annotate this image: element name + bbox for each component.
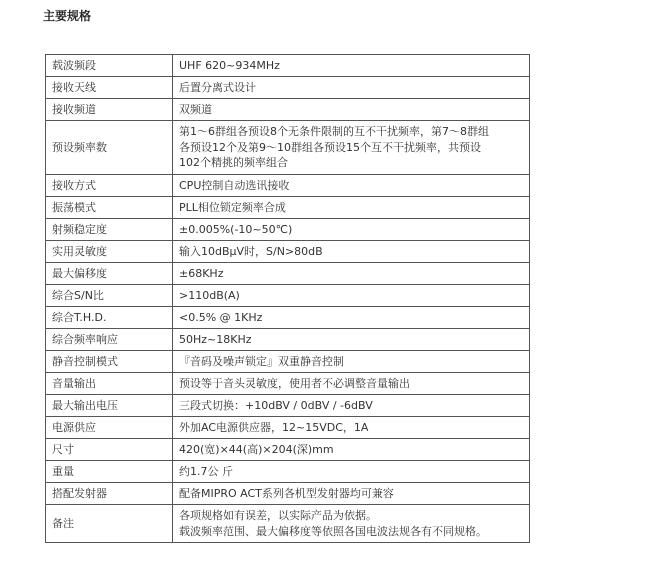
spec-label: 综合T.H.D. [46, 307, 173, 329]
spec-row [46, 505, 530, 543]
spec-value-line: PLL相位锁定频率合成 [179, 200, 286, 214]
spec-value [173, 483, 530, 505]
spec-value [173, 461, 530, 483]
spec-label: 电源供应 [46, 417, 173, 439]
spec-row [46, 351, 530, 373]
spec-label: 预设频率数 [46, 121, 173, 175]
spec-value [173, 417, 530, 439]
spec-row [46, 439, 530, 461]
spec-row [46, 77, 530, 99]
spec-row [46, 121, 530, 175]
spec-value-line: 50Hz~18KHz [179, 332, 252, 346]
spec-value [173, 99, 530, 121]
spec-value [173, 329, 530, 351]
spec-row [46, 417, 530, 439]
spec-value-line: 约1.7公 斤 [179, 464, 233, 478]
spec-row [46, 461, 530, 483]
spec-value [173, 197, 530, 219]
spec-label: 搭配发射器 [46, 483, 173, 505]
spec-value [173, 395, 530, 417]
spec-row [46, 329, 530, 351]
spec-value-line: 102个精挑的频率组合 [179, 156, 288, 170]
spec-row [46, 395, 530, 417]
spec-row [46, 373, 530, 395]
spec-label: 射频稳定度 [46, 219, 173, 241]
spec-value [173, 351, 530, 373]
spec-value-line: <0.5% @ 1KHz [179, 310, 263, 324]
spec-value-line: >110dB(A) [179, 288, 240, 302]
spec-label: 接收天线 [46, 77, 173, 99]
spec-row [46, 197, 530, 219]
spec-row [46, 241, 530, 263]
spec-value-line: 预设等于音头灵敏度，使用者不必调整音量输出 [179, 376, 410, 390]
spec-value [173, 285, 530, 307]
spec-value-line: UHF 620~934MHz [179, 58, 280, 72]
spec-label: 重量 [46, 461, 173, 483]
spec-label: 备注 [46, 505, 173, 543]
spec-label: 综合S/N比 [46, 285, 173, 307]
spec-value-line: 输入10dBμV时，S/N>80dB [179, 244, 323, 258]
spec-row [46, 175, 530, 197]
spec-label: 载波频段 [46, 55, 173, 77]
spec-row [46, 263, 530, 285]
spec-value [173, 55, 530, 77]
spec-value-line: 后置分离式设计 [179, 80, 256, 94]
spec-value-line: 外加AC电源供应器，12~15VDC，1A [179, 420, 369, 434]
spec-value-line: 420(宽)×44(高)×204(深)mm [179, 442, 334, 456]
spec-value-line: 三段式切换：+10dBV / 0dBV / -6dBV [179, 398, 373, 412]
spec-label: 综合频率响应 [46, 329, 173, 351]
spec-value-line: 『音码及噪声锁定』双重静音控制 [179, 354, 344, 368]
spec-value [173, 77, 530, 99]
spec-value [173, 175, 530, 197]
spec-value-line: 载波频率范围、最大偏移度等依照各国电波法规各有不同规格。 [179, 524, 487, 538]
spec-value [173, 219, 530, 241]
spec-row [46, 483, 530, 505]
section-heading: 主要规格 [43, 9, 92, 23]
spec-row [46, 99, 530, 121]
spec-label: 实用灵敏度 [46, 241, 173, 263]
spec-value-line: CPU控制自动选讯接收 [179, 178, 290, 192]
spec-value-line: 双频道 [179, 102, 212, 116]
spec-value [173, 307, 530, 329]
spec-label: 静音控制模式 [46, 351, 173, 373]
spec-label: 振荡模式 [46, 197, 173, 219]
spec-table-body [46, 55, 530, 543]
spec-label: 音量输出 [46, 373, 173, 395]
spec-label: 最大偏移度 [46, 263, 173, 285]
spec-value-line: 配备MIPRO ACT系列各机型发射器均可兼容 [179, 486, 394, 500]
spec-value [173, 505, 530, 543]
spec-row [46, 285, 530, 307]
spec-row [46, 219, 530, 241]
spec-value-line: 各预设12个及第9～10群组各预设15个互不干扰频率，共预设 [179, 140, 481, 154]
spec-value [173, 121, 530, 175]
spec-value-line: ±0.005%(-10~50℃) [179, 222, 293, 236]
spec-value [173, 439, 530, 461]
spec-value-line: ±68KHz [179, 266, 224, 280]
spec-row [46, 55, 530, 77]
spec-label: 尺寸 [46, 439, 173, 461]
spec-row [46, 307, 530, 329]
spec-table [45, 54, 530, 543]
spec-label: 接收频道 [46, 99, 173, 121]
spec-value-line: 各项规格如有误差，以实际产品为依据。 [179, 508, 377, 522]
spec-value [173, 241, 530, 263]
spec-label: 最大输出电压 [46, 395, 173, 417]
spec-value-line: 第1～6群组各预设8个无条件限制的互不干扰频率，第7～8群组 [179, 125, 489, 139]
spec-value [173, 263, 530, 285]
spec-value [173, 373, 530, 395]
spec-label: 接收方式 [46, 175, 173, 197]
